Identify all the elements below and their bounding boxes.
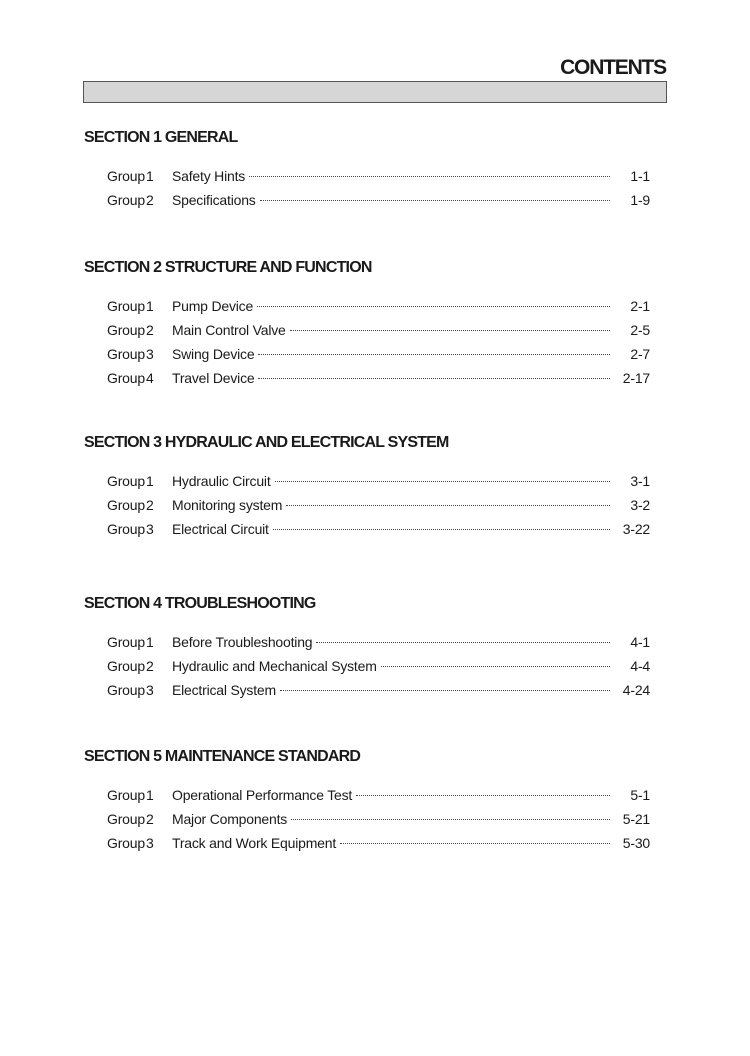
dot-leader [356,795,610,796]
group-label: Group [107,346,145,362]
section-2 [84,258,650,390]
page-number: 3-22 [622,521,650,537]
page-number: 2-1 [630,298,650,314]
toc-entry-pump-device[interactable] [84,294,650,318]
dot-leader [381,666,610,667]
page-number: 4-4 [630,658,650,674]
group-number: 3 [146,346,154,362]
entry-title: Hydraulic and Mechanical System [172,658,377,674]
dot-leader [316,642,610,643]
dot-leader [280,690,610,691]
group-label: Group [107,370,145,386]
toc-entry-major-components[interactable] [84,807,650,831]
entry-title: Travel Device [172,370,255,386]
page-number: 5-30 [622,835,650,851]
group-label: Group [107,497,145,513]
toc-entry-track-work-equipment[interactable] [84,831,650,855]
section-4 [84,594,650,702]
page-number: 4-1 [630,634,650,650]
group-label: Group [107,473,145,489]
dot-leader [260,200,610,201]
toc-entry-operational-performance-test[interactable] [84,783,650,807]
section-1 [84,128,650,212]
entry-title: Monitoring system [172,497,283,513]
toc-list [84,164,650,212]
page-number: 2-5 [630,322,650,338]
group-label: Group [107,322,145,338]
page-number: 3-1 [630,473,650,489]
entry-title: Track and Work Equipment [172,835,337,851]
group-number: 4 [146,370,154,386]
entry-title: Electrical System [172,682,276,698]
toc-entry-hydraulic-mechanical-system[interactable] [84,654,650,678]
entry-title: Electrical Circuit [172,521,269,537]
group-number: 3 [146,682,154,698]
toc-entry-before-troubleshooting[interactable] [84,630,650,654]
group-label: Group [107,298,145,314]
page-title: CONTENTS [560,56,666,79]
toc-list [84,783,650,855]
group-label: Group [107,168,145,184]
dot-leader [258,354,610,355]
group-label: Group [107,192,145,208]
page-number: 4-24 [622,682,650,698]
section-heading: SECTION 2 STRUCTURE AND FUNCTION [84,259,372,276]
page-number: 2-17 [622,370,650,386]
entry-title: Safety Hints [172,168,246,184]
entry-title: Before Troubleshooting [172,634,313,650]
dot-leader [291,819,610,820]
group-label: Group [107,521,145,537]
dot-leader [286,505,610,506]
entry-title: Main Control Valve [172,322,286,338]
toc-entry-main-control-valve[interactable] [84,318,650,342]
group-number: 2 [146,497,154,513]
group-number: 2 [146,811,154,827]
group-number: 1 [146,168,154,184]
entry-title: Hydraulic Circuit [172,473,271,489]
group-number: 3 [146,835,154,851]
toc-entry-safety-hints[interactable] [84,164,650,188]
group-number: 1 [146,473,154,489]
group-label: Group [107,658,145,674]
toc-list [84,469,650,541]
group-number: 3 [146,521,154,537]
toc-entry-travel-device[interactable] [84,366,650,390]
dot-leader [257,306,610,307]
group-label: Group [107,634,145,650]
page-number: 3-2 [630,497,650,513]
dot-leader [290,330,610,331]
toc-entry-specifications[interactable] [84,188,650,212]
group-number: 1 [146,787,154,803]
group-number: 2 [146,192,154,208]
entry-title: Swing Device [172,346,255,362]
group-label: Group [107,682,145,698]
dot-leader [273,529,610,530]
page-number: 1-1 [630,168,650,184]
toc-entry-electrical-circuit[interactable] [84,517,650,541]
entry-title: Operational Performance Test [172,787,353,803]
page-number: 2-7 [630,346,650,362]
dot-leader [340,843,610,844]
section-heading: SECTION 5 MAINTENANCE STANDARD [84,748,361,765]
section-heading: SECTION 4 TROUBLESHOOTING [84,595,316,612]
toc-entry-swing-device[interactable] [84,342,650,366]
entry-title: Specifications [172,192,256,208]
toc-entry-electrical-system[interactable] [84,678,650,702]
group-number: 1 [146,298,154,314]
toc-list [84,294,650,390]
group-number: 1 [146,634,154,650]
toc-entry-hydraulic-circuit[interactable] [84,469,650,493]
page-number: 5-21 [622,811,650,827]
section-3 [84,433,650,541]
section-5 [84,747,650,855]
section-heading: SECTION 3 HYDRAULIC AND ELECTRICAL SYSTEM [84,434,449,451]
toc-list [84,630,650,702]
section-heading: SECTION 1 GENERAL [84,129,238,146]
group-label: Group [107,835,145,851]
dot-leader [249,176,610,177]
group-number: 2 [146,322,154,338]
group-label: Group [107,811,145,827]
title-bar [83,81,667,103]
dot-leader [258,378,610,379]
entry-title: Major Components [172,811,288,827]
page-number: 1-9 [630,192,650,208]
group-number: 2 [146,658,154,674]
toc-entry-monitoring-system[interactable] [84,493,650,517]
group-label: Group [107,787,145,803]
dot-leader [275,481,610,482]
page-number: 5-1 [630,787,650,803]
entry-title: Pump Device [172,298,254,314]
